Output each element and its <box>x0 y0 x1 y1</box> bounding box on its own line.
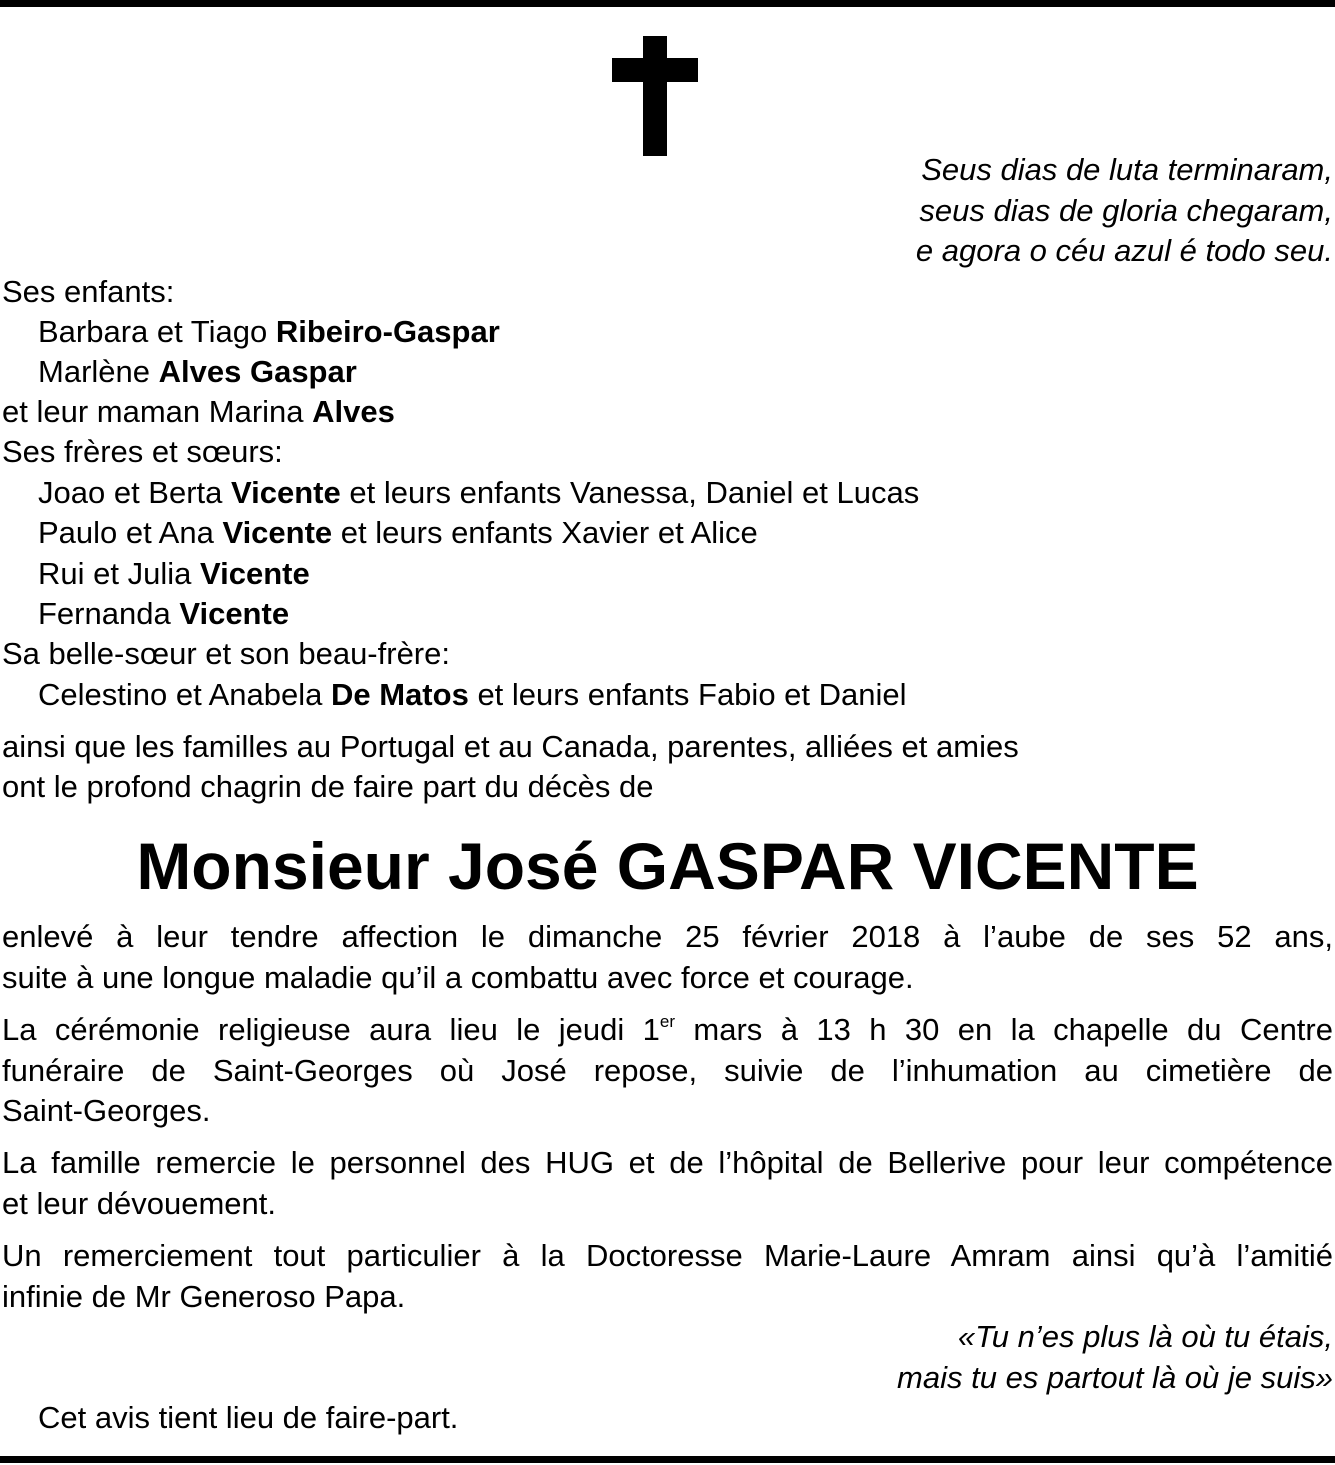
bottom-rule <box>0 1456 1335 1463</box>
family-entry: Rui et Julia Vicente <box>38 556 310 591</box>
family-entry: Barbara et Tiago Ribeiro-Gaspar <box>38 314 500 349</box>
family-entry: Paulo et Ana Vicente et leurs enfants Xavier et Alice <box>38 515 758 550</box>
paragraph-line: Saint-Georges. <box>2 1093 211 1128</box>
announcement-line: ont le profond chagrin de faire part du décès de <box>2 769 654 804</box>
epigraph-line: Seus dias de luta terminaram, <box>921 152 1333 187</box>
death-paragraph <box>2 917 1333 998</box>
closing-quote <box>897 1317 1333 1398</box>
siblings-heading: Ses frères et sœurs: <box>2 434 283 469</box>
family-entry: Joao et Berta Vicente et leurs enfants Vanessa, Daniel et Lucas <box>38 475 920 510</box>
family-entry: et leur maman Marina Alves <box>2 394 395 429</box>
epigraph-line: seus dias de gloria chegaram, <box>919 192 1333 228</box>
quote-line: «Tu n’es plus là où tu étais, <box>957 1319 1333 1354</box>
top-rule <box>0 0 1335 7</box>
thanks-paragraph <box>2 1143 1333 1224</box>
deceased-name: Monsieur José GASPAR VICENTE <box>136 829 1199 903</box>
cross-icon <box>612 36 698 156</box>
epigraph-line: e agora o céu azul é todo seu. <box>915 233 1333 268</box>
paragraph-line: suite à une longue maladie qu’il a combattu avec force et courage. <box>2 959 914 995</box>
paragraph-line: La famille remercie le personnel des HUG et de l’hôpital de Bellerive pour leur compétence <box>2 1145 1333 1180</box>
inlaws-heading: Sa belle-sœur et son beau-frère: <box>2 636 450 671</box>
family-entry: Fernanda Vicente <box>38 596 290 631</box>
paragraph-line: enlevé à leur tendre affection le dimanche 25 février 2018 à l’aube de ses 52 ans, <box>2 919 1333 954</box>
epigraph-quote <box>916 150 1333 272</box>
paragraph-line: La cérémonie religieuse aura lieu le jeudi 1er mars à 13 h 30 en la chapelle du Centre <box>2 1012 1333 1047</box>
paragraph-line: infinie de Mr Generoso Papa. <box>2 1278 406 1314</box>
family-entry: Marlène Alves Gaspar <box>38 354 357 389</box>
special-thanks-paragraph <box>2 1236 1333 1317</box>
ceremony-paragraph <box>2 1010 1333 1132</box>
children-heading: Ses enfants: <box>2 274 175 309</box>
family-entry: Celestino et Anabela De Matos et leurs enfants Fabio et Daniel <box>38 677 907 712</box>
paragraph-line: funéraire de Saint-Georges où José repose, suivie de l’inhumation au cimetière de <box>2 1052 1333 1088</box>
paragraph-line: Un remerciement tout particulier à la Doctoresse Marie-Laure Amram ainsi qu’à l’amitié <box>2 1238 1333 1273</box>
announcement-line: ainsi que les familles au Portugal et au Canada, parentes, alliées et amies <box>2 729 1019 764</box>
notice-text: Cet avis tient lieu de faire-part. <box>38 1400 459 1435</box>
paragraph-line: et leur dévouement. <box>2 1185 277 1221</box>
quote-line: mais tu es partout là où je suis» <box>897 1359 1333 1395</box>
